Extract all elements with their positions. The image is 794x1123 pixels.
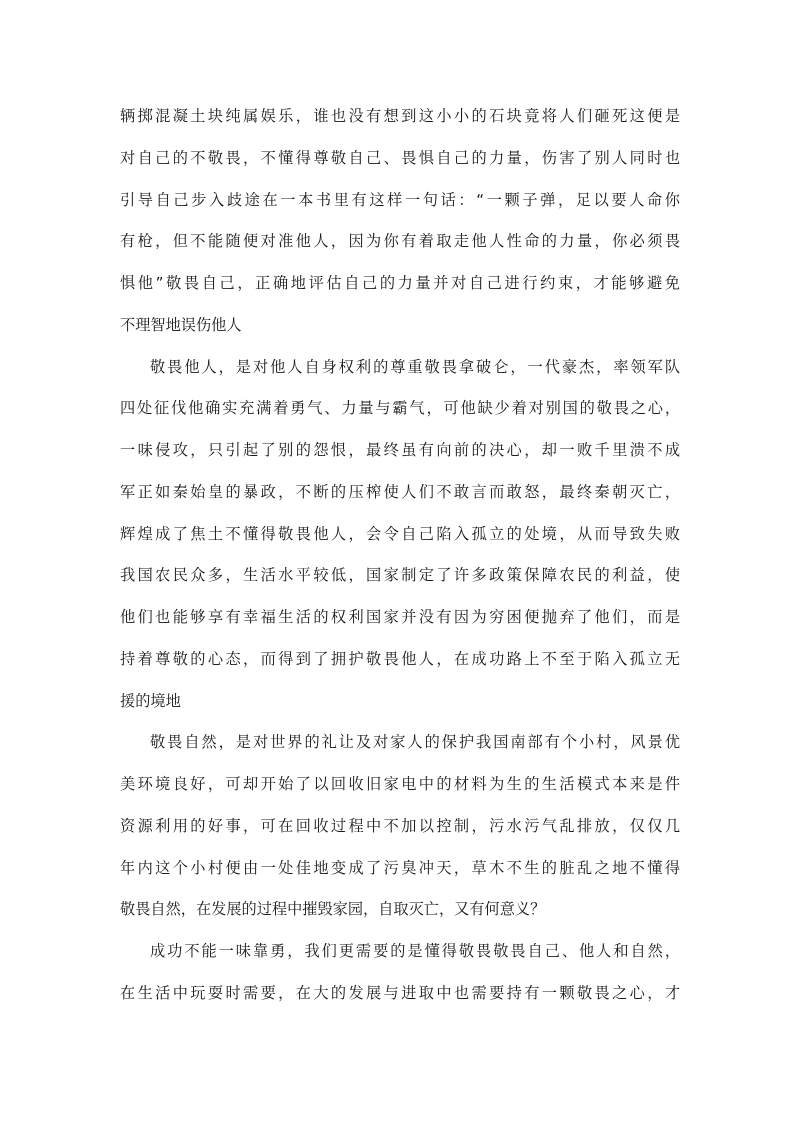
text-line: 美环境良好，可却开始了以回收旧家电中的材料为生的生活模式本来是件 bbox=[120, 775, 680, 793]
paragraph-start-line: 成功不能一味靠勇，我们更需要的是懂得敬畏敬畏自己、他人和自然， bbox=[150, 942, 680, 960]
text-line: 我国农民众多，生活水平较低，国家制定了许多政策保障农民的利益，使 bbox=[120, 566, 680, 584]
text-line: 资源利用的好事，可在回收过程中不加以控制，污水污气乱排放，仅仅几 bbox=[120, 817, 680, 835]
text-line: 援的境地 bbox=[120, 692, 181, 710]
text-line: 他们也能够享有幸福生活的权利国家并没有因为穷困便抛弃了他们，而是 bbox=[120, 608, 680, 626]
text-line: 一味侵攻，只引起了别的怨恨，最终虽有向前的决心，却一败千里溃不成 bbox=[120, 441, 680, 459]
text-line: 持着尊敬的心态，而得到了拥护敬畏他人，在成功路上不至于陷入孤立无 bbox=[120, 650, 680, 668]
text-line: 在生活中玩耍时需要，在大的发展与进取中也需要持有一颗敬畏之心，才 bbox=[120, 984, 680, 1002]
text-line: 辉煌成了焦土不懂得敬畏他人，会令自己陷入孤立的处境，从而导致失败 bbox=[120, 525, 680, 543]
text-line: 不理智地误伤他人 bbox=[120, 316, 242, 334]
paragraph-start-line: 敬畏他人，是对他人自身权利的尊重敬畏拿破仑，一代豪杰，率领军队 bbox=[150, 358, 680, 376]
paragraph-start-line: 敬畏自然，是对世界的礼让及对家人的保护我国南部有个小村，风景优 bbox=[150, 733, 680, 751]
text-line: 军正如秦始皇的暴政，不断的压榨使人们不敢言而敢怒，最终秦朝灭亡， bbox=[120, 483, 680, 501]
text-line: 引导自己步入歧途在一本书里有这样一句话：“一颗子弹，足以要人命你 bbox=[120, 191, 680, 209]
text-line: 有枪，但不能随便对准他人，因为你有着取走他人性命的力量，你必须畏 bbox=[120, 232, 680, 250]
text-line: 惧他”敬畏自己，正确地评估自己的力量并对自己进行约束，才能够避免 bbox=[120, 274, 680, 292]
text-line: 年内这个小村便由一处佳地变成了污臭冲天，草木不生的脏乱之地不懂得 bbox=[120, 859, 680, 877]
text-line: 对自己的不敬畏，不懂得尊敬自己、畏惧自己的力量，伤害了别人同时也 bbox=[120, 149, 680, 167]
text-line: 辆掷混凝土块纯属娱乐，谁也没有想到这小小的石块竟将人们砸死这便是 bbox=[120, 107, 680, 125]
text-line: 四处征伐他确实充满着勇气、力量与霸气，可他缺少着对别国的敬畏之心， bbox=[120, 399, 680, 417]
text-line: 敬畏自然，在发展的过程中摧毁家园，自取灭亡，又有何意义？ bbox=[120, 900, 546, 918]
